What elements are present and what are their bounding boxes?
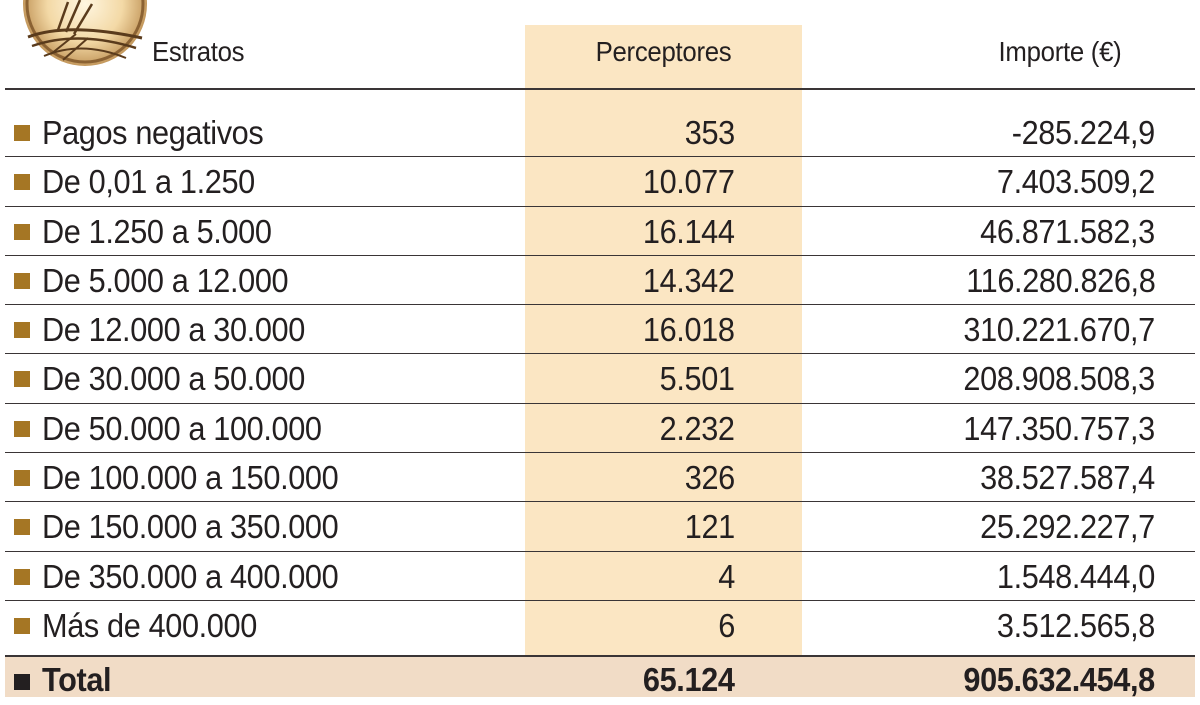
row-label: De 150.000 a 350.000 — [42, 508, 339, 546]
table-row — [5, 305, 1195, 354]
total-perceptores: 65.124 — [643, 661, 735, 698]
row-perceptores: 6 — [718, 606, 735, 644]
row-importe: -285.224,9 — [1011, 114, 1155, 151]
table-row — [5, 404, 1195, 453]
row-label: De 350.000 a 400.000 — [42, 557, 339, 595]
square-bullet-icon — [14, 470, 30, 486]
square-bullet-icon — [14, 569, 30, 585]
square-bullet-icon — [14, 174, 30, 190]
row-label: De 5.000 a 12.000 — [42, 261, 289, 299]
row-perceptores: 121 — [684, 508, 735, 546]
square-bullet-icon — [14, 618, 30, 634]
row-importe: 38.527.587,4 — [980, 459, 1155, 497]
row-importe: 46.871.582,3 — [980, 212, 1155, 250]
table-row — [5, 157, 1195, 206]
row-importe: 3.512.565,8 — [996, 606, 1155, 644]
column-header-estratos: Estratos — [152, 36, 245, 67]
row-perceptores: 10.077 — [643, 163, 735, 201]
table-row — [5, 207, 1195, 256]
table-body — [5, 108, 1195, 649]
total-importe: 905.632.454,8 — [963, 661, 1155, 698]
table-row — [5, 108, 1195, 157]
row-importe: 208.908.508,3 — [963, 360, 1155, 398]
row-label: Pagos negativos — [42, 114, 264, 151]
table-row — [5, 256, 1195, 305]
square-bullet-icon — [14, 125, 30, 141]
row-importe: 25.292.227,7 — [980, 508, 1155, 546]
row-importe: 1.548.444,0 — [996, 557, 1155, 595]
wheat-emblem-icon — [18, 0, 152, 66]
row-importe: 7.403.509,2 — [996, 163, 1155, 201]
square-bullet-icon — [14, 224, 30, 240]
total-label: Total — [42, 661, 112, 698]
row-perceptores: 353 — [684, 114, 735, 151]
table-row — [5, 453, 1195, 502]
column-header-perceptores: Perceptores — [595, 36, 732, 67]
column-header-importe: Importe (€) — [998, 36, 1122, 67]
header-divider — [5, 88, 1195, 90]
square-bullet-icon — [14, 273, 30, 289]
table-row — [5, 552, 1195, 601]
row-label: De 12.000 a 30.000 — [42, 311, 305, 349]
row-perceptores: 16.018 — [643, 311, 735, 349]
row-label: De 30.000 a 50.000 — [42, 360, 305, 398]
row-label: De 100.000 a 150.000 — [42, 459, 339, 497]
square-bullet-icon — [14, 322, 30, 338]
row-perceptores: 5.501 — [660, 360, 735, 398]
table-row — [5, 354, 1195, 403]
row-label: Más de 400.000 — [42, 606, 257, 644]
table-row — [5, 502, 1195, 551]
row-importe: 147.350.757,3 — [963, 409, 1155, 447]
row-importe: 310.221.670,7 — [963, 311, 1155, 349]
row-label: De 1.250 a 5.000 — [42, 212, 272, 250]
square-bullet-icon — [14, 519, 30, 535]
table-row — [5, 601, 1195, 649]
square-bullet-icon — [14, 674, 30, 690]
row-perceptores: 326 — [684, 459, 735, 497]
row-perceptores: 14.342 — [643, 261, 735, 299]
row-label: De 0,01 a 1.250 — [42, 163, 255, 201]
row-perceptores: 2.232 — [660, 409, 735, 447]
square-bullet-icon — [14, 421, 30, 437]
row-perceptores: 4 — [718, 557, 735, 595]
row-importe: 116.280.826,8 — [965, 261, 1155, 299]
row-perceptores: 16.144 — [643, 212, 735, 250]
square-bullet-icon — [14, 371, 30, 387]
row-label: De 50.000 a 100.000 — [42, 409, 322, 447]
total-row — [5, 655, 1195, 697]
